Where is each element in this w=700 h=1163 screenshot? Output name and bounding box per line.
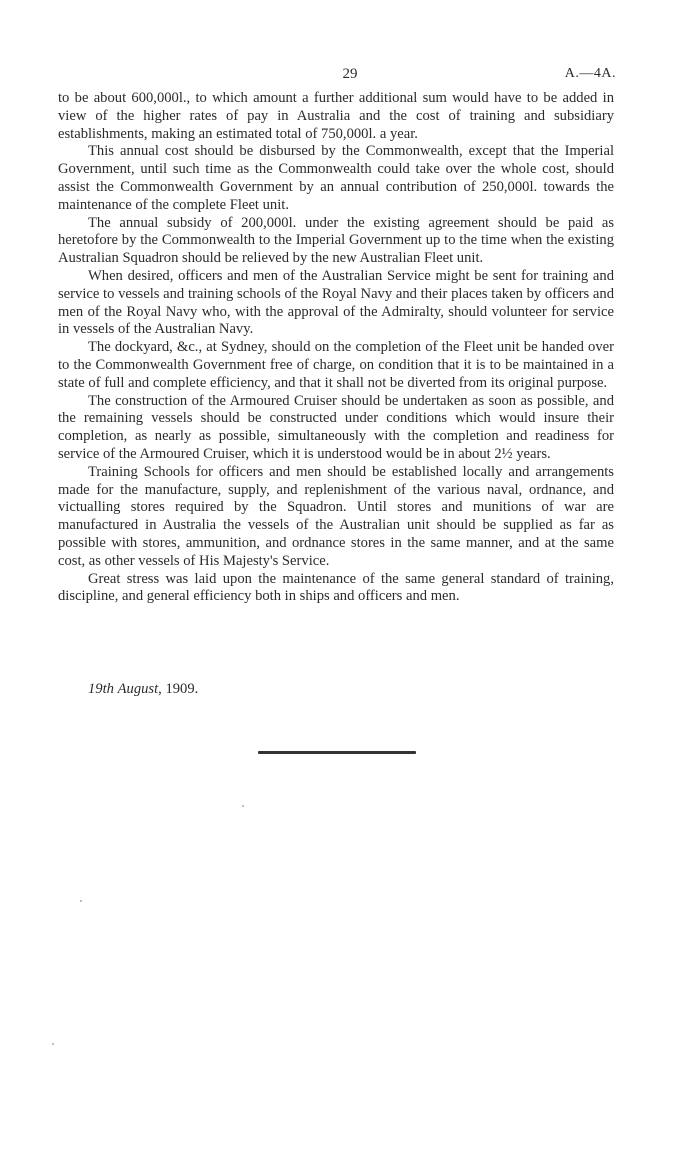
page-header <box>0 66 700 88</box>
paragraph-continuation: to be about 600,000l., to which amount a further additional sum would have to be added in view of the higher rates of pay in Australia and the cost of training and subsidiary establishments, making an estimated total of 750,000l. a year. <box>58 90 614 142</box>
page-number: 29 <box>342 66 358 82</box>
document-reference: A.—4A. <box>564 66 616 81</box>
scan-speck <box>52 1043 54 1045</box>
date-line <box>88 681 198 698</box>
paragraph-general-standard: Great stress was laid upon the maintenance of the same general standard of training, discipline, and general efficiency both in ships and officers and men. <box>58 570 614 605</box>
body-text <box>58 90 614 606</box>
scan-speck <box>80 900 82 902</box>
date-year: , 1909. <box>158 681 199 697</box>
paragraph-dockyard: The dockyard, &c., at Sydney, should on the completion of the Fleet unit be handed over to the Commonwealth Government free of charge, on condition that it is to be maintained in a state of full and complete efficiency, and that it shall not be diverted from its original purpose. <box>58 339 614 391</box>
paragraph-construction: The construction of the Armoured Cruiser should be undertaken as soon as possible, and the remaining vessels should be constructed under conditions which would insure their completion, as nearly as possible, simultaneously with the completion and readiness for service of the Armoured Cruiser, which it is understood would be in about 2½ years. <box>58 392 614 462</box>
date-month: August <box>117 681 159 697</box>
paragraph-annual-cost: This annual cost should be disbursed by the Commonwealth, except that the Imperial Government, until such time as the Commonwealth could take over the whole cost, should assist the Commonwealth Government by an annual contribution of 250,000l. towards the maintenance of the complete Fleet unit. <box>58 143 614 213</box>
closing-rule <box>258 751 416 754</box>
paragraph-training-schools: Training Schools for officers and men should be established locally and arrangements made for the manufacture, supply, and replenishment of the various naval, ordnance, and victualling stores required by the Squadron. Until stores and munitions of war are manufactured in Australia the vessels of the Australian unit should be supplied as far as possible with stores, ammunition, and ordnance stores in the same manner, and at the same cost, as other vessels of His Majesty's Service. <box>58 463 614 569</box>
date-day: 19th <box>88 681 114 697</box>
paragraph-officers-exchange: When desired, officers and men of the Australian Service might be sent for training and service to vessels and training schools of the Royal Navy and their places taken by officers and men of the Royal Navy who, with the approval of the Admiralty, should volunteer for service in vessels of the Australian Navy. <box>58 267 614 338</box>
scan-speck <box>242 805 244 807</box>
paragraph-annual-subsidy: The annual subsidy of 200,000l. under the existing agreement should be paid as heretofore by the Commonwealth to the Imperial Government up to the time when the existing Australian Squadron should be relieved by the new Australian Fleet unit. <box>58 214 614 267</box>
